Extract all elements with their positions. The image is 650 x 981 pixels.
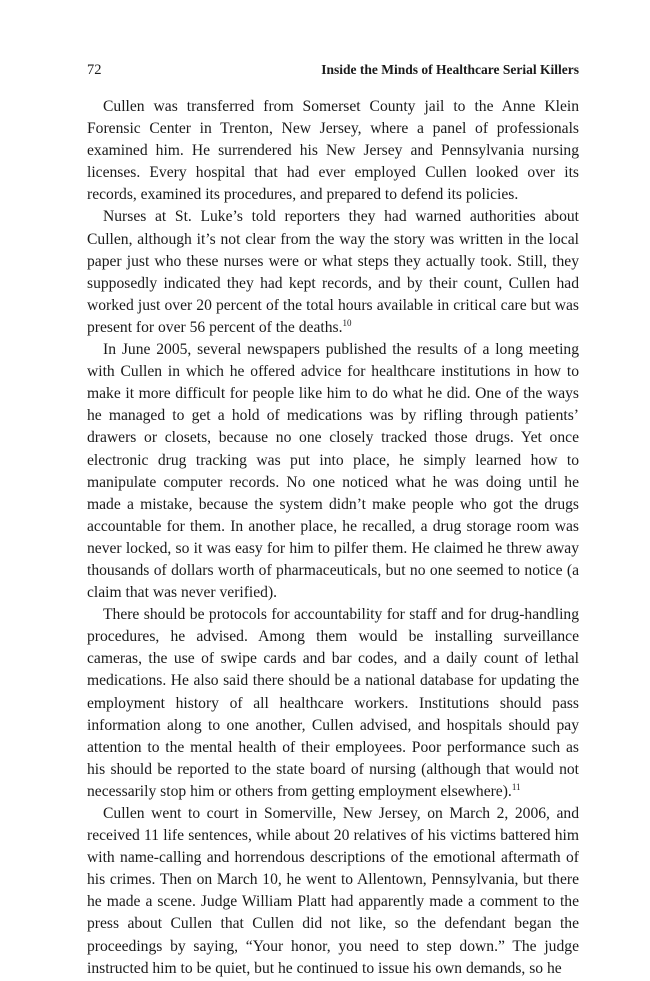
paragraph-2 — [87, 206, 579, 339]
page-number: 72 — [87, 62, 102, 78]
paragraph-text: Cullen was transferred from Somerset County jail to the Anne Klein Forensic Center in Trenton, New Jersey, where a panel of professionals examined him. He surrendered his New Jersey and Pennsylvania nursing licenses. Every hospital that had ever employed Cullen looked over its records, examined its procedures, and prepared to defend its policies. — [87, 98, 579, 204]
book-title: Inside the Minds of Healthcare Serial Killers — [321, 62, 579, 77]
running-header — [87, 62, 579, 86]
body-text — [87, 96, 579, 980]
paragraph-text: Cullen went to court in Somerville, New Jersey, on March 2, 2006, and received 11 life sentences, while about 20 relatives of his victims battered him with name-calling and horrendous descriptions of the emotional aftermath of his crimes. Then on March 10, he went to Allentown, Pennsylvania, but there he made a scene. Judge William Platt had apparently made a comment to the press about Cullen that Cullen did not like, so the defendant began the proceedings by saying, “Your honor, you need to step down.” The judge instructed him to be quiet, but he continued to issue his own demands, so he — [87, 805, 579, 977]
book-page — [87, 62, 579, 980]
paragraph-3 — [87, 339, 579, 604]
paragraph-text: There should be protocols for accountability for staff and for drug-handling procedures, he advised. Among them would be installing surveillance cameras, the use of swipe cards and bar codes, and a daily count of lethal medications. He also said there should be a national database for updating the employment history of all healthcare workers. Institutions should pass information along to one another, Cullen advised, and hospitals should pay attention to the mental health of their employees. Poor performance such as his should be reported to the state board of nursing (although that would not necessarily stop him or others from getting employment elsewhere). — [87, 606, 579, 800]
paragraph-5 — [87, 803, 579, 980]
paragraph-text: Nurses at St. Luke’s told reporters they had warned authorities about Cullen, although it’s not clear from the way the story was written in the local paper just who these nurses were or what steps they actually took. Still, they supposedly indicated they had kept records, and by their count, Cullen had worked just over 20 percent of the total hours available in critical care but was present for over 56 percent of the deaths. — [87, 208, 579, 336]
paragraph-text: In June 2005, several newspapers published the results of a long meeting with Cullen in which he offered advice for healthcare institutions in how to make it more difficult for people like him to do what he did. One of the ways he managed to get a hold of medications was by rifling through patients’ drawers or closets, because no one closely tracked those drugs. Yet once electronic drug tracking was put into place, he simply learned how to manipulate computer records. No one noticed what he was doing until he made a mistake, because the system didn’t make people who got the drugs accountable for them. In another place, he recalled, a drug storage room was never locked, so it was easy for him to pilfer them. He claimed he threw away thousands of dollars worth of pharmaceuticals, but no one seemed to notice (a claim that was never verified). — [87, 341, 579, 602]
footnote-reference: 11 — [511, 781, 521, 792]
footnote-reference: 10 — [342, 317, 352, 328]
paragraph-4 — [87, 604, 579, 803]
paragraph-1 — [87, 96, 579, 206]
